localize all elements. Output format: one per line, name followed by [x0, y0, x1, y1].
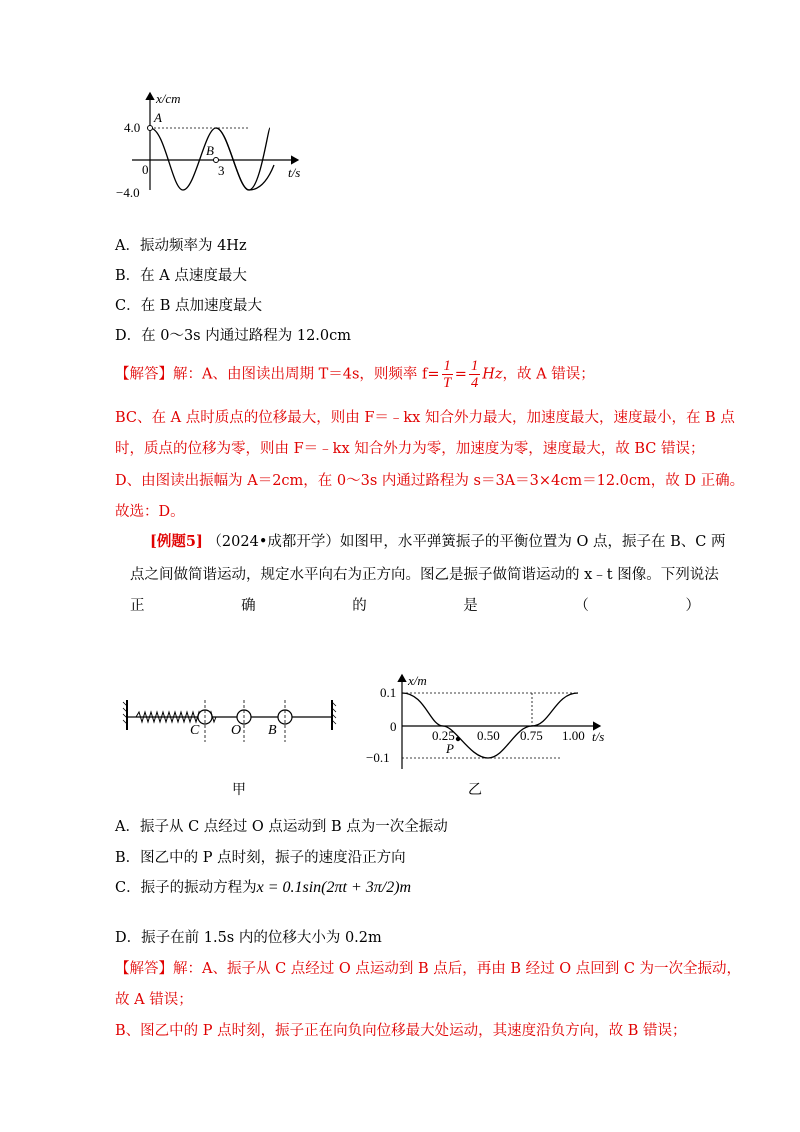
amp-neg-label: −4.0 [116, 185, 140, 200]
q1-option-b: B．在 A 点速度最大 [115, 268, 247, 284]
label-C: C [190, 723, 200, 738]
answer1-line4: D、由图读出振幅为 A＝2cm，在 0～3s 内通过路程为 s＝3A＝3×4cm＝12.0cm，故 D 正确。 [115, 473, 745, 489]
point-P [456, 737, 460, 741]
example5-line3: 正 确 的 是 （ ） [130, 598, 700, 614]
point-B [214, 158, 219, 163]
origin-label: 0 [142, 162, 149, 177]
q2-option-c-prefix: C．振子的振动方程为 [115, 880, 257, 896]
fraction-1-over-T: $\frac{1}{T}$ [443, 358, 452, 391]
example5-line1 [150, 530, 725, 551]
answer1-line1: 【解答】解：A、由图读出周期 T＝4s，则频率 f= $\frac{1}{T}$ = $\frac{1}{4}$ Hz，故 A 错误； [115, 358, 595, 391]
answer1-prefix: 【解答】解：A、由图读出周期 T＝4s，则频率 f= [115, 366, 440, 383]
tick-100: 1.00 [562, 728, 585, 743]
pos-label: 0.1 [380, 685, 397, 700]
answer1-line3: 时，质点的位移为零，则由 F＝﹣kx 知合外力为零，加速度为零，速度最大，故 BC 错误； [115, 441, 705, 457]
label-B: B [268, 723, 277, 738]
caption-yi: 乙 [468, 783, 482, 798]
q2-option-c [115, 876, 411, 897]
example-text: 如图甲，水平弹簧振子的平衡位置为 O 点，振子在 B、C 两 [339, 534, 726, 550]
figure2-spring [120, 690, 350, 800]
point-B-label: B [206, 143, 214, 158]
example-source: （2024•成都开学） [207, 534, 340, 550]
tick-075: 0.75 [520, 728, 543, 743]
answer2-line3: B、图乙中的 P 点时刻，振子正在向负向位移最大处运动，其速度沿负方向，故 B 错误； [115, 1023, 687, 1039]
fraction-1-over-4: $\frac{1}{4}$ [470, 358, 479, 391]
example-tag: [例题5] [150, 533, 203, 550]
zero-label: 0 [390, 719, 397, 734]
example5-line2: 点之间做简谐运动，规定水平向右为正方向。图乙是振子做简谐运动的 x﹣t 图像。下列说法 [130, 567, 719, 583]
q2-option-a: A．振子从 C 点经过 O 点运动到 B 点为一次全振动 [115, 819, 448, 835]
figure1-graph [110, 85, 330, 205]
answer1-line5: 故选：D。 [115, 504, 185, 520]
label-O: O [231, 723, 242, 738]
figure3-graph [360, 665, 625, 800]
q2-option-d: D．振子在前 1.5s 内的位移大小为 0.2m [115, 930, 382, 946]
y-axis-label: x/cm [156, 91, 181, 106]
point-A-label: A [154, 110, 162, 125]
q1-option-c: C．在 B 点加速度最大 [115, 298, 262, 314]
neg-label: −0.1 [366, 750, 390, 765]
point-A [148, 126, 153, 131]
tick-025: 0.25 [432, 728, 455, 743]
answer1-line2: BC、在 A 点时质点的位移最大，则由 F＝﹣kx 知合外力最大，加速度最大，速度最小，在 B 点 [115, 410, 735, 426]
equation-formula: x = 0.1sin(2πt + 3π/2)m [256, 879, 412, 896]
answer2-line2: 故 A 错误； [115, 992, 193, 1008]
answer2-line1: 【解答】解：A、振子从 C 点经过 O 点运动到 B 点后，再由 B 经过 O 点回到 C 为一次全振动， [115, 961, 742, 977]
caption-jia: 甲 [232, 783, 246, 798]
amp-pos-label: 4.0 [124, 120, 141, 135]
y-axis-label: x/m [408, 673, 427, 688]
x-axis-label: t/s [288, 165, 301, 180]
tick-3-label: 3 [218, 163, 225, 178]
q1-option-d: D．在 0～3s 内通过路程为 12.0cm [115, 328, 351, 344]
wave-curve [150, 128, 270, 190]
x-axis-label: t/s [592, 729, 605, 744]
tick-050: 0.50 [477, 728, 500, 743]
q1-option-a: A．振动频率为 4Hz [115, 238, 247, 254]
point-P-label: P [446, 741, 454, 756]
q2-option-b: B．图乙中的 P 点时刻，振子的速度沿正方向 [115, 850, 406, 866]
